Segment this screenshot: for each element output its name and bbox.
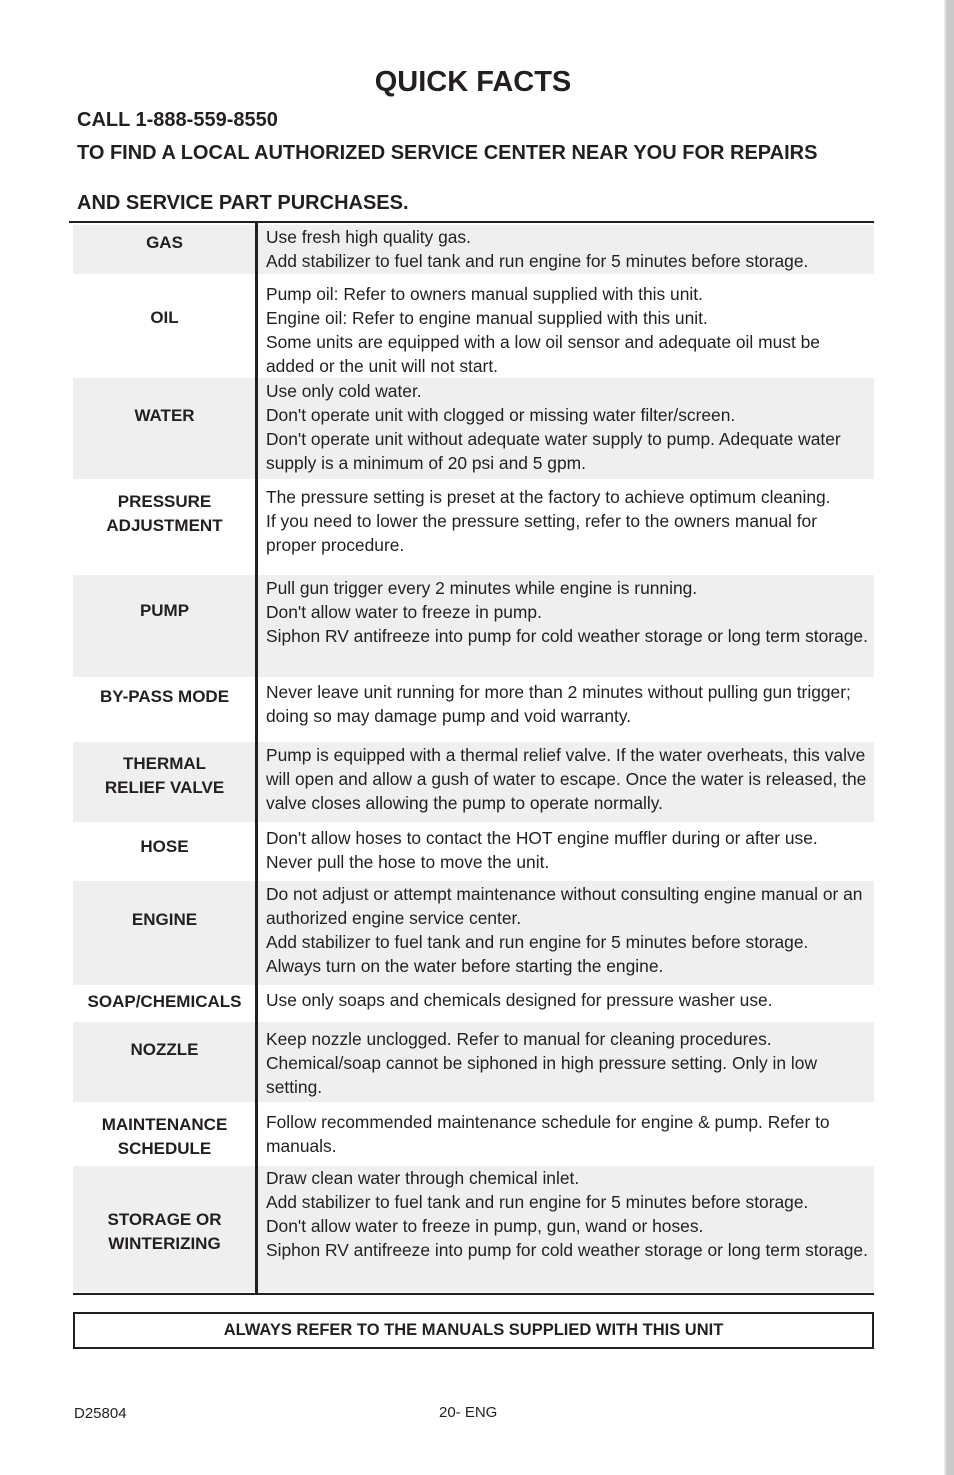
table-row xyxy=(73,575,874,677)
row-text: Keep nozzle unclogged. Refer to manual for cleaning procedures. Chemical/soap cannot be siphoned in high pressure setting. Only in low setting. xyxy=(266,1029,818,1097)
manuals-notice-box: ALWAYS REFER TO THE MANUALS SUPPLIED WITH THIS UNIT xyxy=(73,1312,874,1349)
row-text: Don't allow hoses to contact the HOT engine muffler during or after use. Never pull the hose to move the unit. xyxy=(266,828,818,872)
table-row xyxy=(73,742,874,822)
column-divider xyxy=(255,223,258,1295)
row-label: STORAGE OR WINTERIZING xyxy=(107,1210,222,1253)
table-row xyxy=(73,988,874,1019)
table-row xyxy=(73,483,874,571)
table-top-rule xyxy=(69,221,874,223)
table-row xyxy=(73,1106,874,1164)
table-bottom-rule xyxy=(73,1293,874,1295)
table-row xyxy=(73,825,874,878)
row-label: MAINTENANCE SCHEDULE xyxy=(101,1115,228,1158)
row-text: The pressure setting is preset at the factory to achieve optimum cleaning. If you need to lower the pressure setting, refer to the owners manual for proper procedure. xyxy=(266,487,831,555)
page-edge-shadow xyxy=(946,0,954,1475)
table-row xyxy=(73,278,874,376)
row-text: Follow recommended maintenance schedule for engine & pump. Refer to manuals. xyxy=(266,1112,830,1156)
row-label: BY-PASS MODE xyxy=(99,687,230,706)
table-row xyxy=(73,1022,874,1102)
page-number: 20- ENG xyxy=(439,1404,498,1421)
table-row xyxy=(73,679,874,738)
row-text: Use only soaps and chemicals designed for pressure washer use. xyxy=(266,990,773,1010)
document-code: D25804 xyxy=(74,1405,127,1422)
row-label: WATER xyxy=(134,406,195,425)
service-parts-line: AND SERVICE PART PURCHASES. xyxy=(77,192,409,214)
row-label: SOAP/CHEMICALS xyxy=(87,992,242,1011)
row-label: GAS xyxy=(146,233,183,252)
page-title: QUICK FACTS xyxy=(374,66,572,98)
row-text: Use only cold water. Don't operate unit with clogged or missing water filter/screen. Don't operate unit without adequate water supply to pump. Adequate water supply is a minimum of 20 psi and 5 gpm. xyxy=(266,381,841,473)
call-phone-line: CALL 1-888-559-8550 xyxy=(77,109,278,131)
table-row xyxy=(73,881,874,985)
table-row xyxy=(73,1166,874,1292)
row-text: Draw clean water through chemical inlet. Add stabilizer to fuel tank and run engine for 5 minutes before storage. Don't allow water to freeze in pump, gun, wand or hoses. Siphon RV antifreeze into pump for cold weather storage or long term storage. xyxy=(266,1168,868,1260)
table-row xyxy=(73,378,874,479)
row-text: Pump is equipped with a thermal relief valve. If the water overheats, this valve will open and allow a gush of water to escape. Once the water is released, the valve closes allowing the pump to operate normally. xyxy=(266,745,867,813)
service-center-line: TO FIND A LOCAL AUTHORIZED SERVICE CENTER NEAR YOU FOR REPAIRS xyxy=(77,142,818,164)
row-label: PRESSURE ADJUSTMENT xyxy=(106,492,223,535)
row-label: NOZZLE xyxy=(130,1040,199,1059)
table-row xyxy=(73,225,874,274)
row-label: ENGINE xyxy=(131,910,198,929)
row-text: Do not adjust or attempt maintenance without consulting engine manual or an authorized engine service center. Add stabilizer to fuel tank and run engine for 5 minutes before storage. Always turn on the water before starting the engine. xyxy=(266,884,863,976)
row-text: Pull gun trigger every 2 minutes while engine is running. Don't allow water to freeze in pump. Siphon RV antifreeze into pump for cold weather storage or long term storage. xyxy=(266,578,868,646)
row-label: THERMAL RELIEF VALVE xyxy=(104,754,225,797)
row-text: Never leave unit running for more than 2 minutes without pulling gun trigger; doing so may damage pump and void warranty. xyxy=(266,682,851,726)
row-label: PUMP xyxy=(139,601,190,620)
row-label: HOSE xyxy=(140,837,189,856)
row-text: Pump oil: Refer to owners manual supplied with this unit. Engine oil: Refer to engine manual supplied with this unit. Some units are equipped with a low oil sensor and adequate oil must be added or the unit will not start. xyxy=(266,284,820,376)
row-text: Use fresh high quality gas. Add stabilizer to fuel tank and run engine for 5 minutes before storage. xyxy=(266,227,809,271)
row-label: OIL xyxy=(150,308,179,327)
